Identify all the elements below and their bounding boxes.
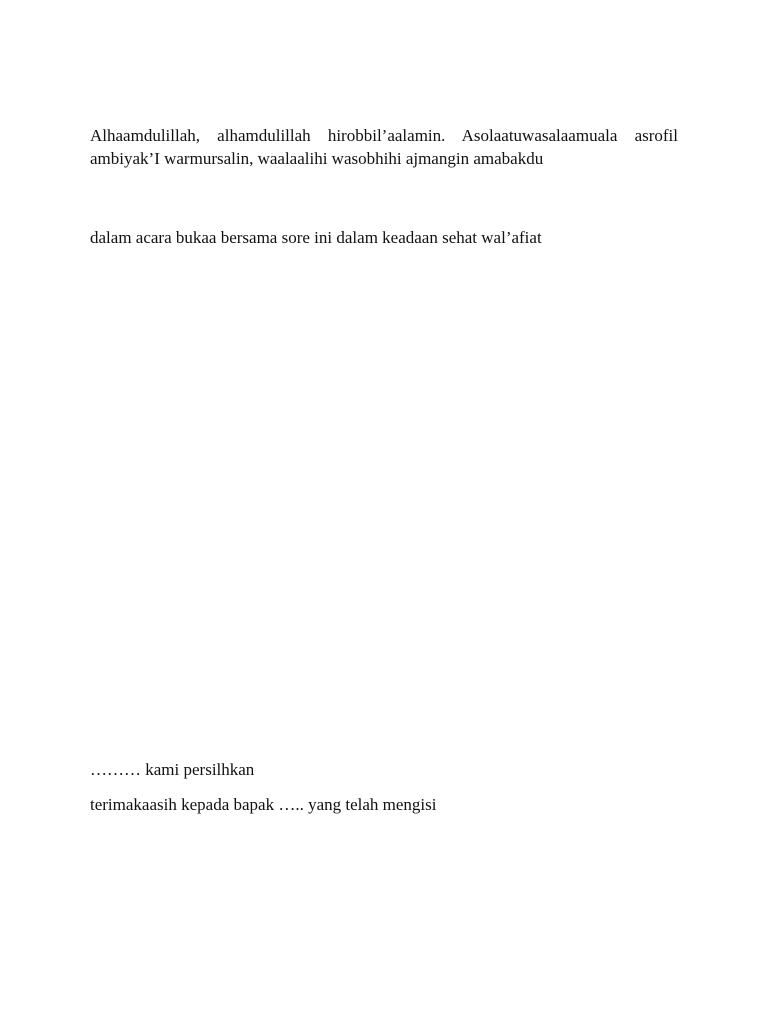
event-description-paragraph: dalam acara bukaa bersama sore ini dalam keadaan sehat wal’afiat [90, 228, 542, 247]
thanks-line: terimakaasih kepada bapak ….. yang telah mengisi [90, 795, 437, 814]
invitation-line: ……… kami persilhkan [90, 760, 255, 779]
opening-greeting-paragraph: Alhaamdulillah, alhamdulillah hirobbil’aalamin. Asolaatuwasalaamuala asrofil ambiyak’I warmursalin, waalaalihi wasobhihi ajmangin amabakdu [90, 126, 678, 168]
